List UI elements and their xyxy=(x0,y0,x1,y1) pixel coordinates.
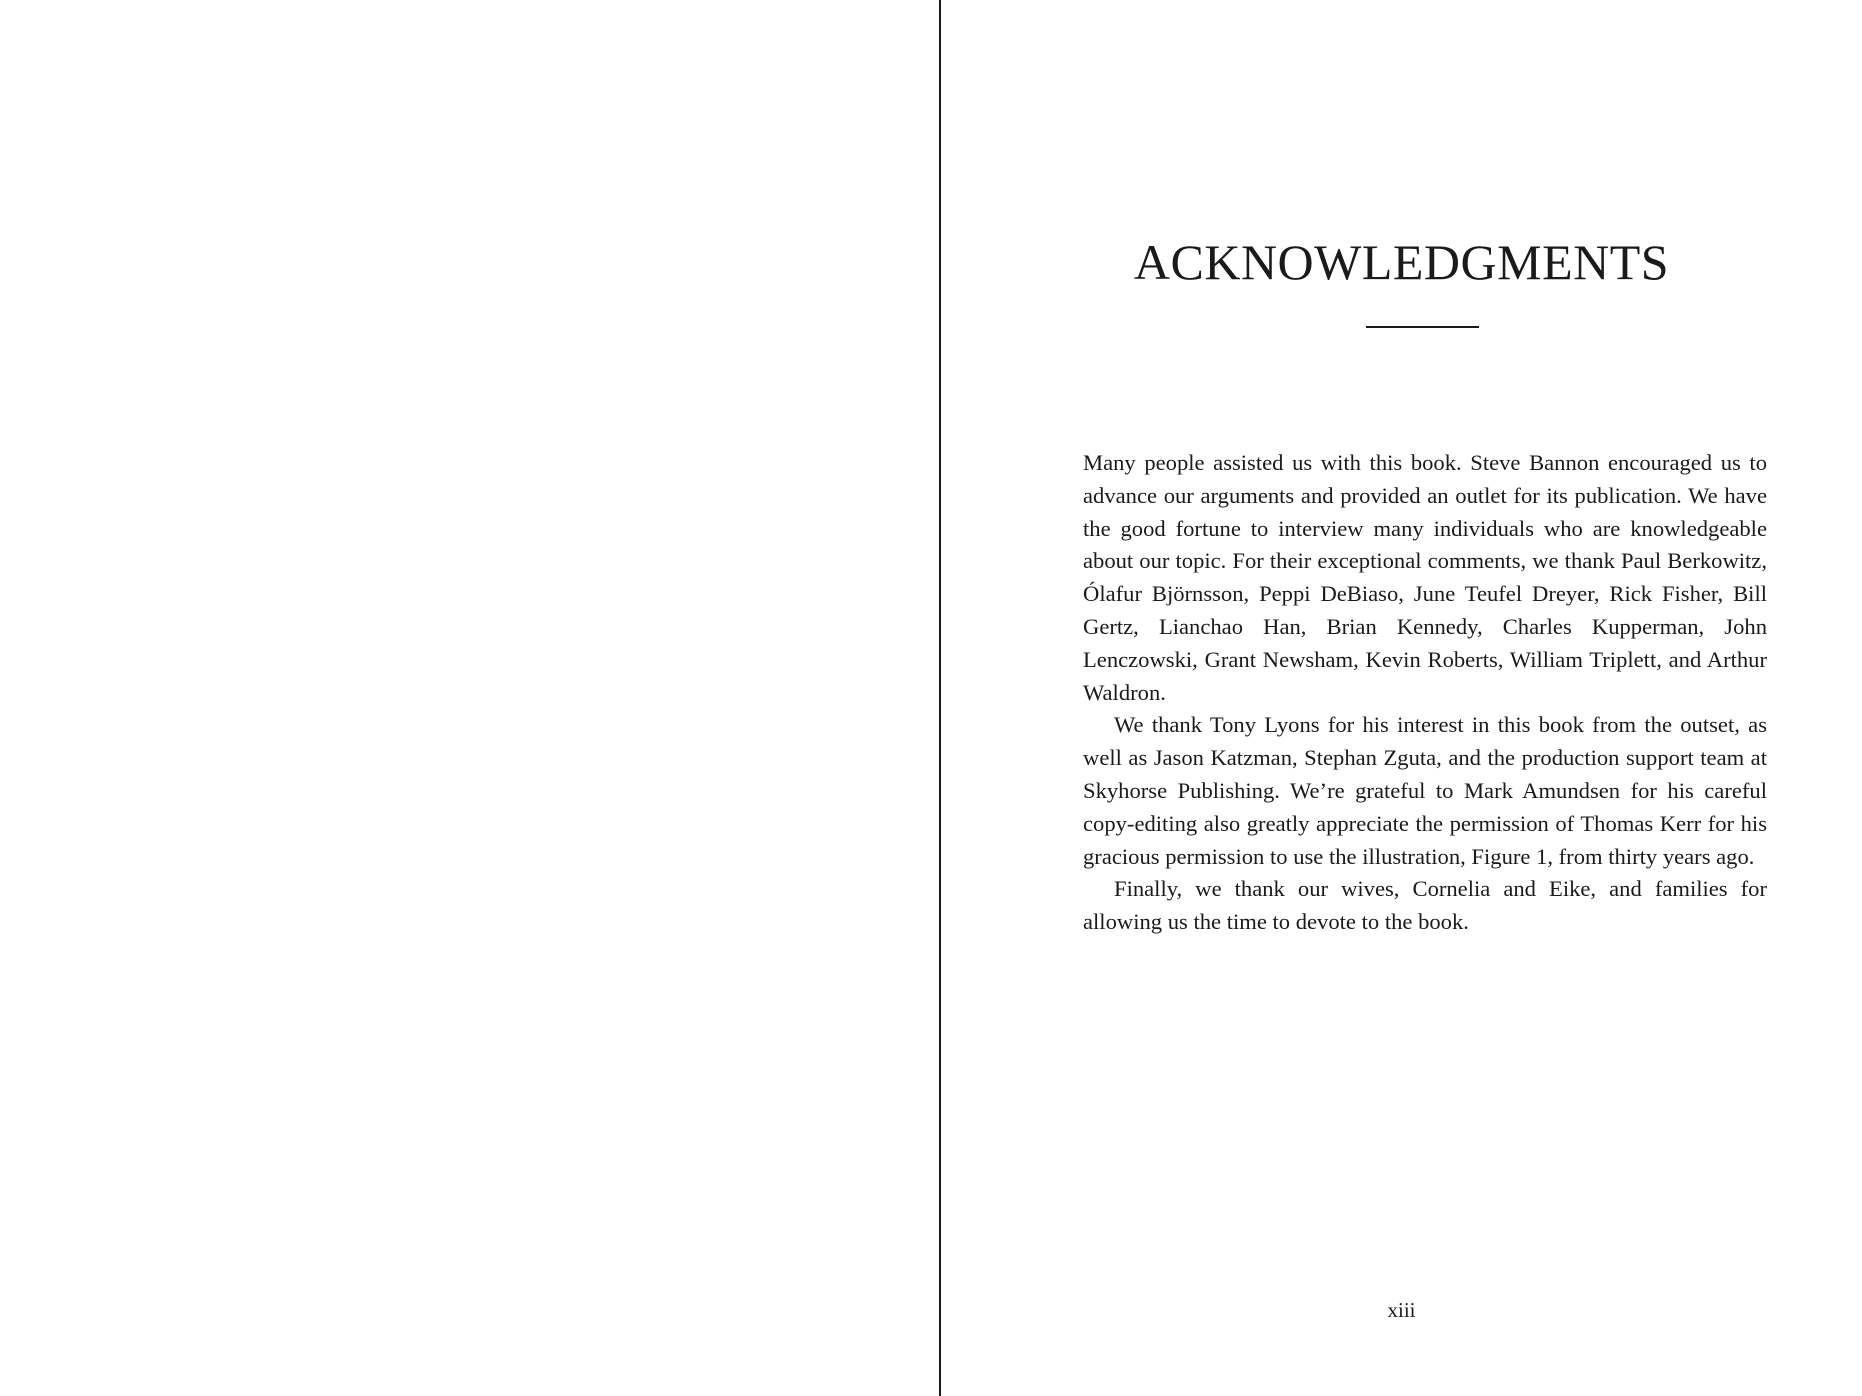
paragraph-2: We thank Tony Lyons for his interest in this book from the outset, as well as Jason Katzman, Stephan Zguta, and the production support team at Skyhorse Publishing. We’re grateful to Mark Amundsen for his careful copy-editing also greatly appreciate the permission of Thomas Kerr for his gracious permission to use the illustration, Figure 1, from thirty years ago. xyxy=(1083,712,1767,869)
right-page xyxy=(941,0,1862,1396)
paragraph-3: Finally, we thank our wives, Cornelia and Eike, and families for allowing us the time to devote to the book. xyxy=(1083,876,1767,935)
page-title: ACKNOWLEDGMENTS xyxy=(1133,234,1670,290)
paragraph-1: Many people assisted us with this book. Steve Bannon encouraged us to advance our arguments and provided an outlet for its publication. We have the good fortune to interview many individuals who are knowledgeable about our topic. For their exceptional comments, we thank Paul Berkowitz, Ólafur Björnsson, Peppi DeBiaso, June Teufel Dreyer, Rick Fisher, Bill Gertz, Lianchao Han, Brian Kennedy, Charles Kupperman, John Lenczowski, Grant Newsham, Kevin Roberts, William Triplett, and Arthur Waldron. xyxy=(1083,450,1767,705)
acknowledgments-body xyxy=(1083,447,1767,939)
title-underline-rule xyxy=(1366,326,1479,328)
page-number: xiii xyxy=(1387,1298,1416,1322)
